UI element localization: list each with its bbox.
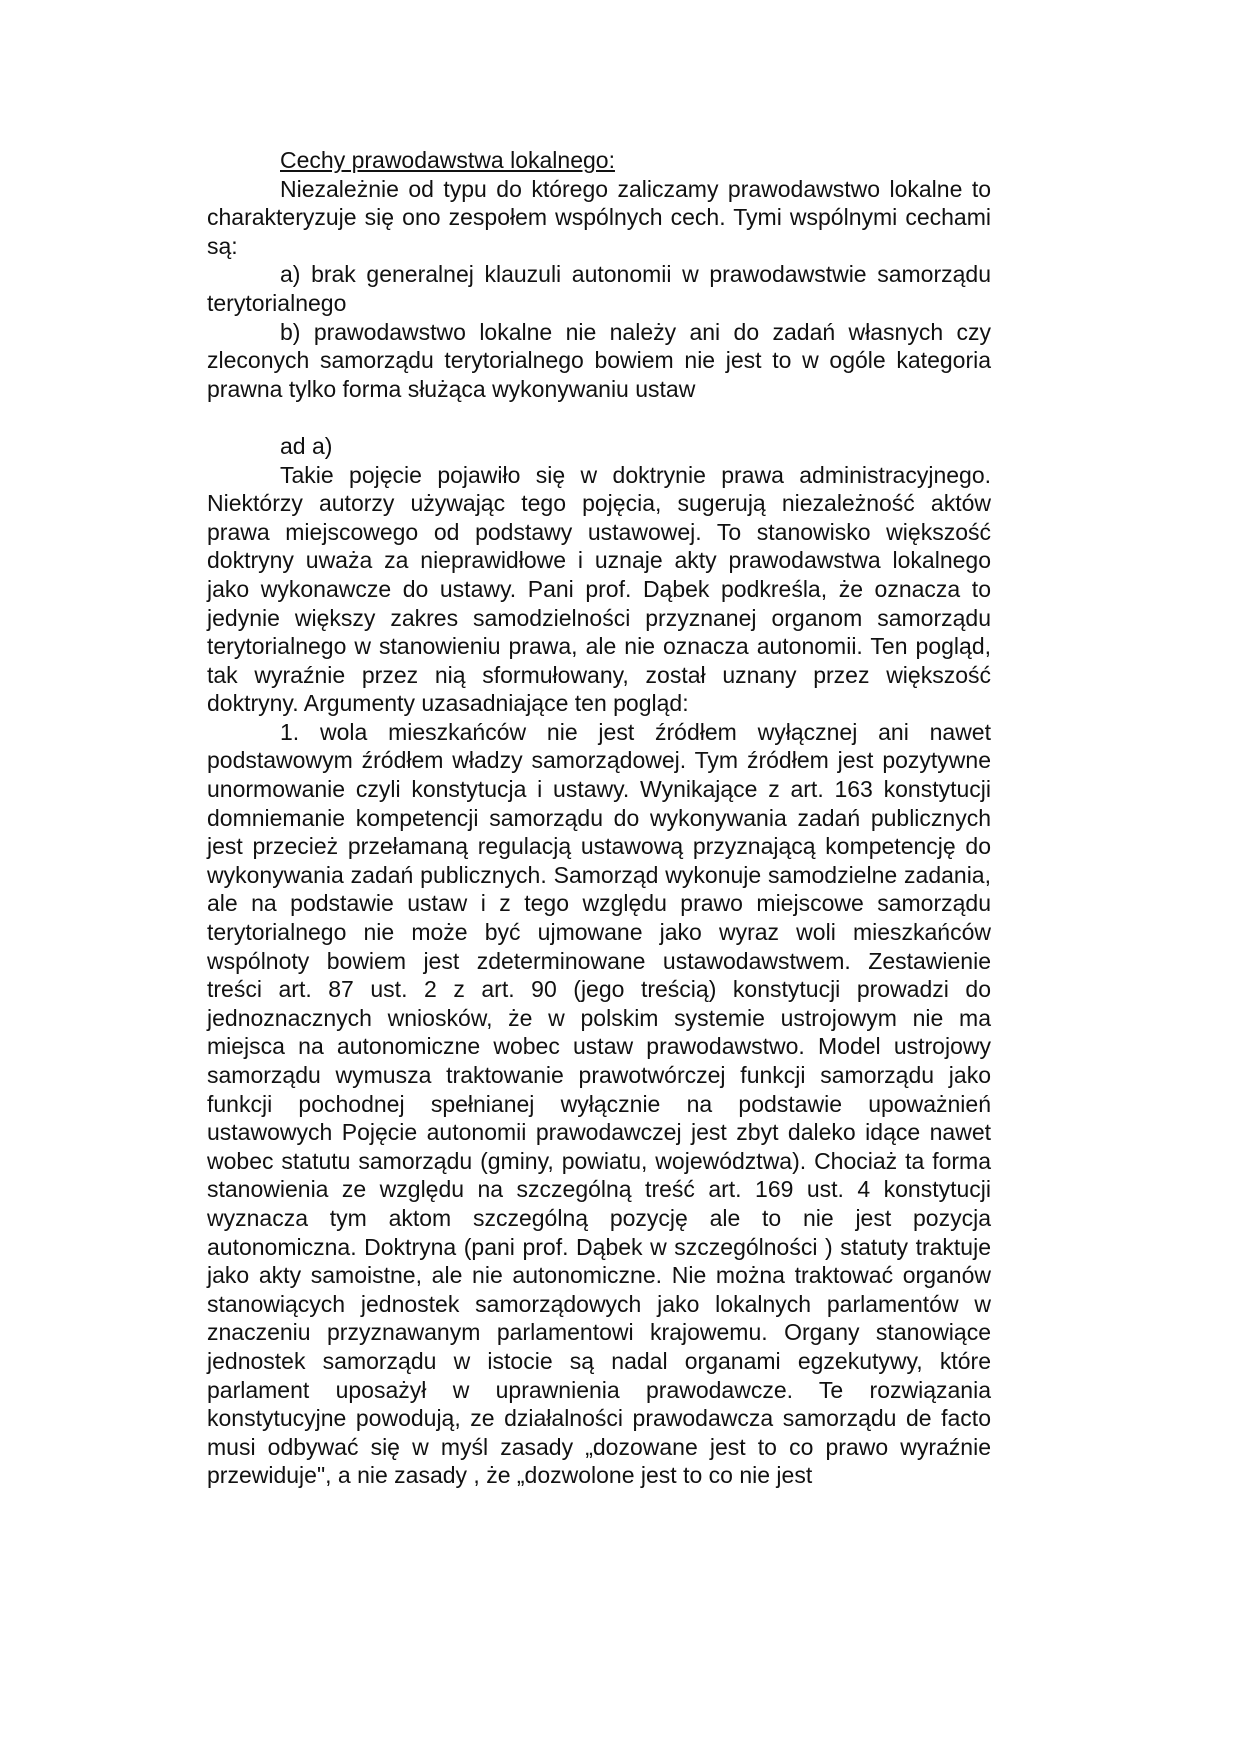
intro-paragraph: Niezależnie od typu do którego zaliczamy prawodawstwo lokalne to charakteryzuje się ono zespołem wspólnych cech. Tymi wspólnymi cechami są: [207,175,991,259]
paragraph-spacer [207,403,991,432]
ad-a-paragraph: Takie pojęcie pojawiło się w doktrynie prawa administracyjnego. Niektórzy autorzy używając tego pojęcia, sugerują niezależność aktów prawa miejscowego od podstawy ustawowej. To stanowisko większość doktryny uważa za nieprawidłowe i uznaje akty prawodawstwa lokalnego jako wykonawcze do ustawy. Pani prof. Dąbek podkreśla, że oznacza to jedynie większy zakres samodzielności przyznanej organom samorządu terytorialnego w stanowieniu prawa, ale nie oznacza autonomii. Ten pogląd, tak wyraźnie przez nią sformułowany, został uznany przez większość doktryny. Argumenty uzasadniające ten pogląd: [207,461,991,717]
document-body [207,146,991,1490]
ad-a-heading: ad a) [280,432,333,459]
list-item-b: b) prawodawstwo lokalne nie należy ani do zadań własnych czy zleconych samorządu terytorialnego bowiem nie jest to w ogóle kategoria prawna tylko forma służąca wykonywaniu ustaw [207,318,991,402]
list-item-a: a) brak generalnej klauzuli autonomii w prawodawstwie samorządu terytorialnego [207,261,991,316]
point-1-paragraph: 1. wola mieszkańców nie jest źródłem wyłącznej ani nawet podstawowym źródłem władzy samorządowej. Tym źródłem jest pozytywne unormowanie czyli konstytucja i ustawy. Wynikające z art. 163 konstytucji domniemanie kompetencji samorządu do wykonywania zadań publicznych jest przecież przełamaną regulacją ustawową przyznającą kompetencję do wykonywania zadań publicznych. Samorząd wykonuje samodzielne zadania, ale na podstawie ustaw i z tego względu prawo miejscowe samorządu terytorialnego nie może być ujmowane jako wyraz woli mieszkańców wspólnoty bowiem jest zdeterminowane ustawodawstwem. Zestawienie treści art. 87 ust. 2 z art. 90 (jego treścią) konstytucji prowadzi do jednoznacznych wniosków, że w polskim systemie ustrojowym nie ma miejsca na autonomiczne wobec ustaw prawodawstwo. Model ustrojowy samorządu wymusza traktowanie prawotwórczej funkcji samorządu jako funkcji pochodnej spełnianej wyłącznie na podstawie upoważnień ustawowych Pojęcie autonomii prawodawczej jest zbyt daleko idące nawet wobec statutu samorządu (gminy, powiatu, województwa). Chociaż ta forma stanowienia ze względu na szczególną treść art. 169 ust. 4 konstytucji wyznacza tym aktom szczególną pozycję ale to nie jest pozycja autonomiczna. Doktryna (pani prof. Dąbek w szczególności ) statuty traktuje jako akty samoistne, ale nie autonomiczne. Nie można traktować organów stanowiących jednostek samorządowych jako lokalnych parlamentów w znaczeniu przyznawanym parlamentowi krajowemu. Organy stanowiące jednostek samorządu w istocie są nadal organami egzekutywy, które parlament uposażył w uprawnienia prawodawcze. Te rozwiązania konstytucyjne powodują, ze działalności prawodawcza samorządu de facto musi odbywać się w myśl zasady „dozowane jest to co prawo wyraźnie przewiduje", a nie zasady , że „dozwolone jest to co nie jest [207,718,991,1489]
document-title: Cechy prawodawstwa lokalnego: [280,147,615,173]
